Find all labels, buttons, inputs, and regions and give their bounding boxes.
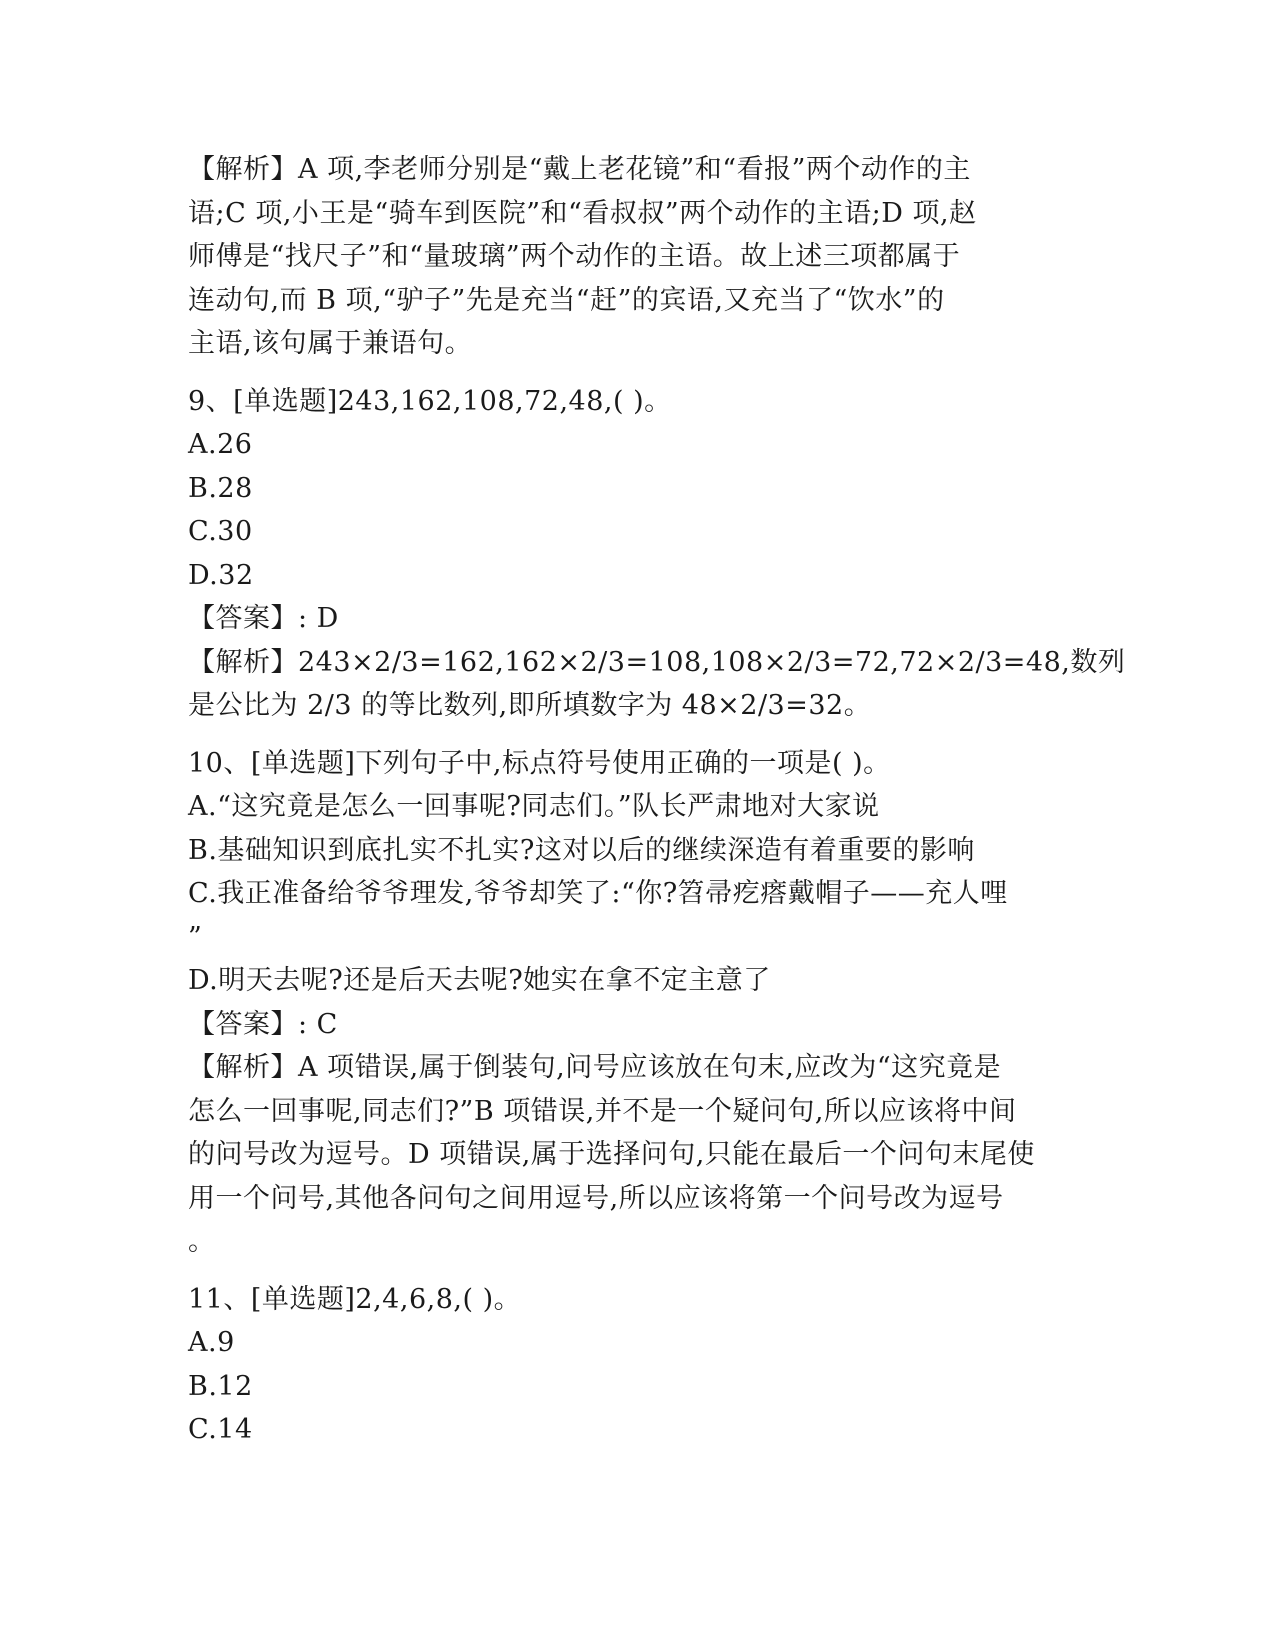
- option-d: D.明天去呢?还是后天去呢?她实在拿不定主意了: [188, 965, 771, 996]
- question-10: [188, 742, 1088, 1264]
- option-c: C.14: [188, 1414, 253, 1445]
- analysis-line: 师傅是“找尺子”和“量玻璃”两个动作的主语。故上述三项都属于: [188, 241, 961, 272]
- option-a: A.26: [188, 429, 253, 460]
- analysis-line: 的问号改为逗号。D 项错误,属于选择问句,只能在最后一个问句末尾使: [188, 1139, 1035, 1170]
- question-stem: 10、[单选题]下列句子中,标点符号使用正确的一项是( )。: [188, 747, 891, 779]
- option-c-continued: ”: [188, 921, 203, 953]
- answer-line: 【答案】: D: [188, 603, 339, 634]
- spacer: [188, 366, 1088, 380]
- option-b: B.12: [188, 1370, 253, 1402]
- option-a: A.“这究竟是怎么一回事呢?同志们。”队长严肃地对大家说: [188, 791, 880, 822]
- option-d: D.32: [188, 559, 254, 591]
- analysis-line: 是公比为 2/3 的等比数列,即所填数字为 48×2/3=32。: [188, 690, 872, 721]
- option-c: C.30: [188, 516, 253, 547]
- spacer: [188, 728, 1088, 742]
- analysis-line: 【解析】A 项错误,属于倒装句,问号应该放在句末,应改为“这究竟是: [188, 1052, 1002, 1083]
- question-9: [188, 380, 1126, 728]
- analysis-line: 主语,该句属于兼语句。: [188, 328, 473, 359]
- option-b: B.28: [188, 472, 253, 504]
- analysis-line: 语;C 项,小王是“骑车到医院”和“看叔叔”两个动作的主语;D 项,赵: [188, 197, 977, 229]
- analysis-line: 。: [188, 1226, 216, 1257]
- answer-line: 【答案】: C: [188, 1008, 338, 1040]
- analysis-line: 【解析】A 项,李老师分别是“戴上老花镜”和“看报”两个动作的主: [188, 154, 971, 185]
- question-11: [188, 1278, 1088, 1452]
- analysis-line: 用一个问号,其他各问句之间用逗号,所以应该将第一个问号改为逗号: [188, 1182, 1004, 1214]
- analysis-line: 怎么一回事呢,同志们?”B 项错误,并不是一个疑问句,所以应该将中间: [188, 1095, 1017, 1127]
- analysis-line: 连动句,而 B 项,“驴子”先是充当“赶”的宾语,又充当了“饮水”的: [188, 284, 945, 316]
- question-stem: 9、[单选题]243,162,108,72,48,( )。: [188, 385, 672, 417]
- question-stem: 11、[单选题]2,4,6,8,( )。: [188, 1283, 522, 1315]
- option-b: B.基础知识到底扎实不扎实?这对以后的继续深造有着重要的影响: [188, 834, 975, 866]
- analysis-line: 【解析】243×2/3=162,162×2/3=108,108×2/3=72,72×2/3=48,数列: [188, 646, 1126, 678]
- document-page: [188, 148, 1126, 1452]
- intro-analysis: [188, 148, 1088, 366]
- spacer: [188, 1264, 1088, 1278]
- option-c: C.我正准备给爷爷理发,爷爷却笑了:“你?笤帚疙瘩戴帽子——充人哩: [188, 878, 1008, 909]
- option-a: A.9: [188, 1327, 235, 1358]
